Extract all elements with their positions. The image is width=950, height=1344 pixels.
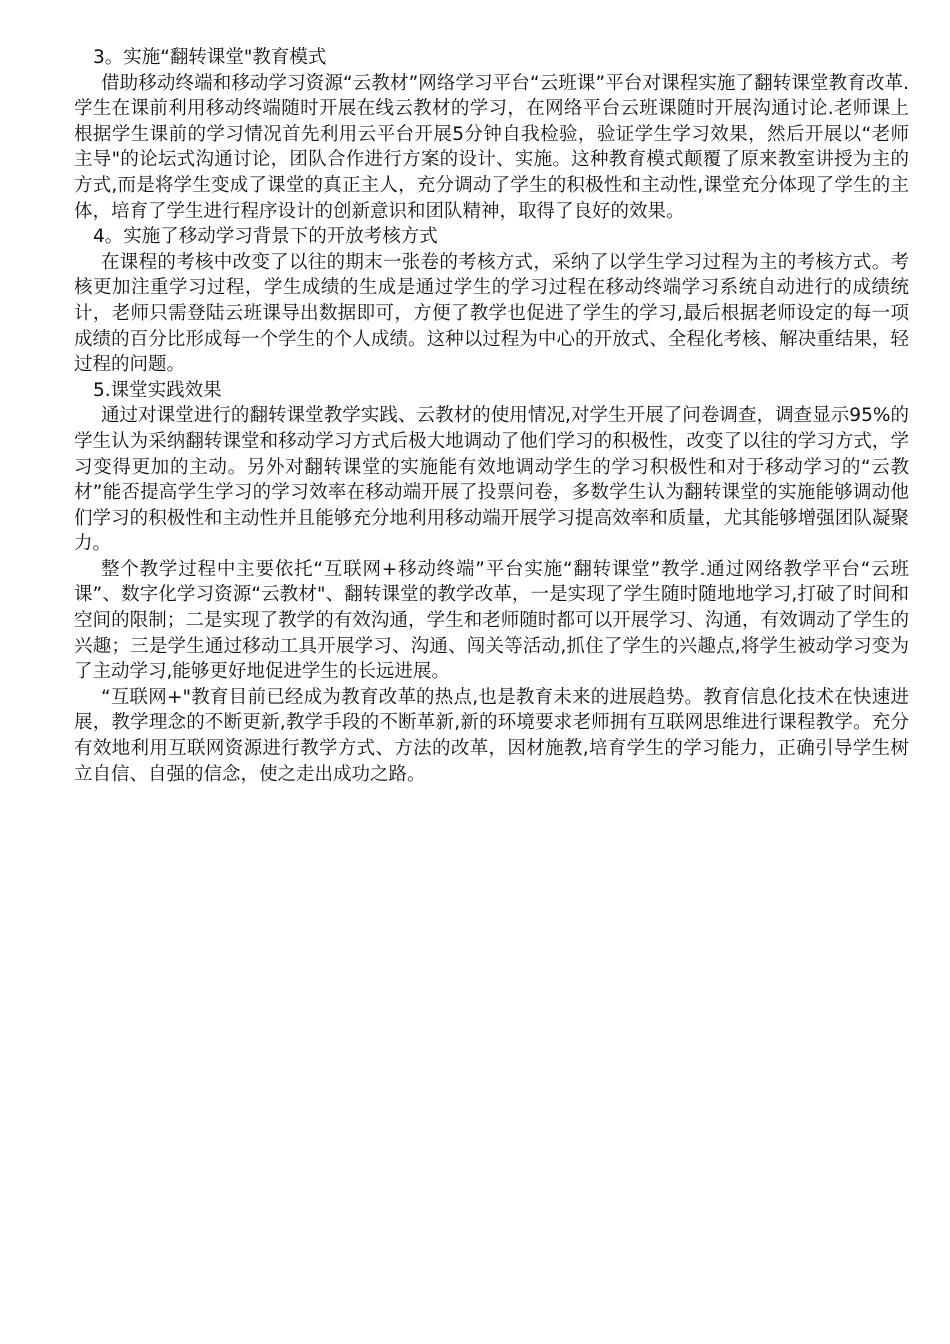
- section-heading-3: 3。实施“翻转课堂"教育模式: [93, 47, 327, 68]
- section-heading-5: 5.课堂实践效果: [93, 379, 222, 401]
- section-heading-4: 4。实施了移动学习背景下的开放考核方式: [93, 226, 438, 248]
- section-body-4: 在课程的考核中改变了以往的期末一张卷的考核方式，采纳了以学生学习过程为主的考核方式。考核更加注重学习过程，学生成绩的生成是通过学生的学习过程在移动终端学习系统自动进行的成绩统计，老师只需登陆云班课导出数据即可，方便了教学也促进了学生的学习,最后根据老师设定的每一项成绩的百分比形成每一个学生的个人成绩。这种以过程为中心的开放式、全程化考核、解决重结果，轻过程的问题。: [74, 251, 909, 376]
- section-body-5: 通过对课堂进行的翻转课堂教学实践、云教材的使用情况,对学生开展了问卷调查，调查显示95%的学生认为采纳翻转课堂和移动学习方式后极大地调动了他们学习的积极性，改变了以往的学习方式，学习变得更加的主动。另外对翻转课堂的实施能有效地调动学生的学习积极性和对于移动学习的“云教材”能否提高学生学习的学习效率在移动端开展了投票问卷，多数学生认为翻转课堂的实施能够调动他们学习的积极性和主动性并且能够充分地利用移动端开展学习提高效率和质量，尤其能够增强团队凝聚力。: [74, 405, 909, 555]
- conclusion-paragraph: “互联网+"教育目前已经成为教育改革的热点,也是教育未来的进展趋势。教育信息化技术在快速进展，教学理念的不断更新,教学手段的不断革新,新的环境要求老师拥有互联网思维进行课程教学。充分有效地利用互联网资源进行教学方式、方法的改革，因材施教,培育学生的学习能力，正确引导学生树立自信、自强的信念，使之走出成功之路。: [74, 686, 909, 785]
- section-practice-effect: [74, 378, 909, 557]
- section-flipped-classroom: [74, 45, 909, 224]
- section-body-3: 借助移动终端和移动学习资源“云教材”网络学习平台“云班课”平台对课程实施了翻转课堂教育改革.学生在课前利用移动终端随时开展在线云教材的学习，在网络平台云班课随时开展沟通讨论.老师课上根据学生课前的学习情况首先利用云平台开展5分钟自我检验，验证学生学习效果，然后开展以“老师主导"的论坛式沟通讨论，团队合作进行方案的设计、实施。这种教育模式颠覆了原来教室讲授为主的方式,而是将学生变成了课堂的真正主人，充分调动了学生的积极性和主动性,课堂充分体现了学生的主体，培育了学生进行程序设计的创新意识和团队精神，取得了良好的效果。: [74, 72, 909, 222]
- document-page: [74, 45, 909, 787]
- section-open-assessment: [74, 224, 909, 378]
- summary-paragraph: 整个教学过程中主要依托“互联网+移动终端”平台实施“翻转课堂”教学.通过网络教学平台“云班课”、数字化学习资源“云教材"、翻转课堂的教学改革，一是实现了学生随时随地地学习,打破了时间和空间的限制；二是实现了教学的有效沟通，学生和老师随时都可以开展学习、沟通，有效调动了学生的兴趣；三是学生通过移动工具开展学习、沟通、闯关等活动,抓住了学生的兴趣点,将学生被动学习变为了主动学习,能够更好地促进学生的长远进展。: [74, 558, 909, 683]
